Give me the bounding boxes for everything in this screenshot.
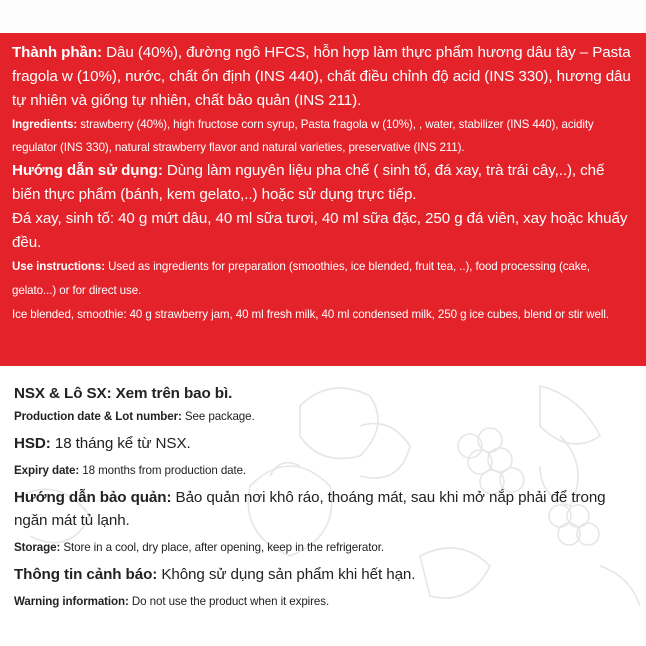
warning-vi-line <box>14 563 632 586</box>
storage-vi-line <box>14 486 632 532</box>
ingredients-en <box>12 113 634 159</box>
nsx-line <box>14 382 632 405</box>
ingredients-en-text: strawberry (40%), high fructose corn syrup, Pasta fragola w (10%), , water, stabilizer (INS 440), acidity regulator (INS 330), natural strawberry flavor and natural varieties, preservative (INS 211). <box>12 118 594 154</box>
usage-vi-text: Dùng làm nguyên liệu pha chế ( sinh tố, đá xay, trà trái cây,..), chế biến thực phẩm (bánh, kem gelato,..) hoặc sử dụng trực tiếp. <box>12 162 605 203</box>
ingredients-panel <box>0 33 646 366</box>
expiry-line <box>14 459 632 482</box>
production-date-label: Production date & Lot number: <box>14 410 182 423</box>
usage-en-label: Use instructions: <box>12 260 105 273</box>
ingredients-vi-label: Thành phần: <box>12 44 103 61</box>
nsx-label: NSX & Lô SX: Xem trên bao bì. <box>14 385 233 402</box>
hsd-text: 18 tháng kể từ NSX. <box>50 435 191 452</box>
recipe-en: Ice blended, smoothie: 40 g strawberry jam, 40 ml fresh milk, 40 ml condensed milk, 250 g ice cubes, blend or stir well. <box>12 308 609 321</box>
recipe-vi: Đá xay, sinh tố: 40 g mứt dâu, 40 ml sữa tươi, 40 ml sữa đặc, 250 g đá viên, xay hoặc khuấy đều. <box>12 210 628 251</box>
warning-en-line <box>14 590 632 613</box>
usage-vi <box>12 159 634 207</box>
hsd-label: HSD: <box>14 435 51 452</box>
warning-vi-text: Không sử dụng sản phẩm khi hết hạn. <box>157 566 416 583</box>
expiry-label: Expiry date: <box>14 464 80 477</box>
bottom-margin <box>0 616 646 646</box>
warning-en-text: Do not use the product when it expires. <box>128 595 330 608</box>
ingredients-vi-text: Dâu (40%), đường ngô HFCS, hỗn hợp làm thực phẩm hương dâu tây – Pasta fragola w (10%), nước, chất ổn định (INS 440), chất điều chỉnh độ acid (INS 330), hương dâu tự nhiên và giống tự nhiên, chất bảo quản (INS 211). <box>12 44 631 109</box>
ingredients-vi <box>12 41 634 113</box>
usage-vi-label: Hướng dẫn sử dụng: <box>12 162 163 179</box>
production-date-line <box>14 405 632 428</box>
storage-panel <box>0 366 646 616</box>
expiry-text: 18 months from production date. <box>79 464 247 477</box>
ingredients-en-label: Ingredients: <box>12 118 78 131</box>
usage-en-text: Used as ingredients for preparation (smoothies, ice blended, fruit tea, ..), food processing (cake, gelato...) or for direct use. <box>12 260 590 297</box>
storage-vi-label: Hướng dẫn bảo quản: <box>14 489 172 506</box>
warning-en-label: Warning information: <box>14 595 129 608</box>
usage-en <box>12 255 634 303</box>
storage-vi-text: Bảo quản nơi khô ráo, thoáng mát, sau khi mở nắp phải để trong ngăn mát tủ lạnh. <box>14 489 606 529</box>
storage-en-label: Storage: <box>14 541 61 554</box>
storage-en-line <box>14 536 632 559</box>
production-date-text: See package. <box>181 410 255 423</box>
storage-en-text: Store in a cool, dry place, after opening, keep in the refrigerator. <box>60 541 384 554</box>
warning-vi-label: Thông tin cảnh báo: <box>14 566 158 583</box>
hsd-line <box>14 432 632 455</box>
